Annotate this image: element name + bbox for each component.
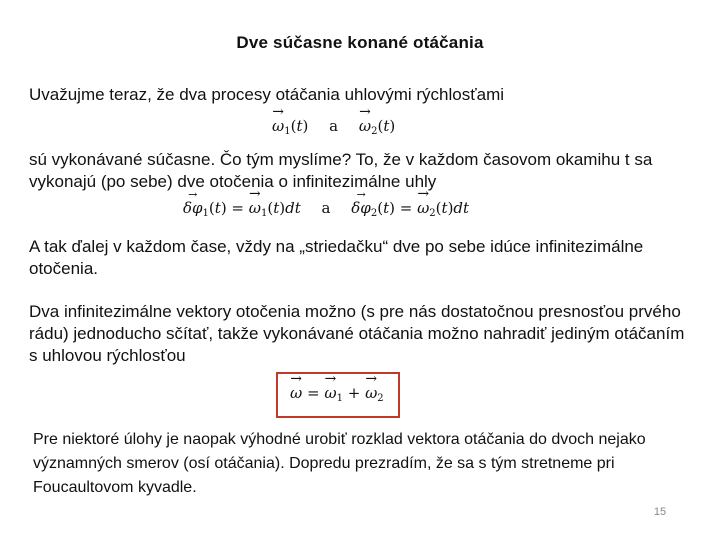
page-number: 15	[653, 506, 667, 518]
paragraph-simultaneous: sú vykonávané súčasne. Čo tým myslíme? To, že v každom časovom okamihu t sa vykonajú (po sebe) dve otočenia o infinitezimálne uhly	[29, 150, 653, 191]
equation-infinitesimal-angles: → $\delta\varphi_1(t)$ = → $\omega_1(t)dt$ $a \to \delta\varphi_2(t)$ = → $\omega_2(t)dt$	[183, 199, 469, 219]
equation-connector-2: a	[321, 199, 331, 217]
paragraph-alternating: A tak ďalej v každom čase, vždy na „striedačku“ dve po sebe idúce infinitezimálne otočenia.	[29, 237, 644, 278]
slide-title: Dve súčasne konané otáčania	[236, 33, 484, 52]
equation-omega-sum: → ω = → $\omega_1$ + → $\omega_2$	[290, 384, 384, 404]
equation-connector-1: a	[329, 117, 339, 135]
equation-omega-pair: → $\omega_1(t) a \to \omega_2(t)$	[272, 117, 395, 137]
paragraph-decomposition: Pre niektoré úlohy je naopak výhodné urobiť rozklad vektora otáčania do dvoch nejako významných smerov (osí otáčania). Dopredu prezradím, že sa s tým stretneme pri Foucaultovom kyvadle.	[33, 431, 646, 496]
paragraph-intro: Uvažujme teraz, že dva procesy otáčania uhlovými rýchlosťami	[29, 85, 505, 104]
paragraph-vector-sum: Dva infinitezimálne vektory otočenia možno (s pre nás dostatočnou presnosťou prvého rádu) jednoducho sčítať, takže vykonávané otáčania možno nahradiť jediným otáčaním s uhlovou rýchlosťou	[29, 302, 685, 365]
